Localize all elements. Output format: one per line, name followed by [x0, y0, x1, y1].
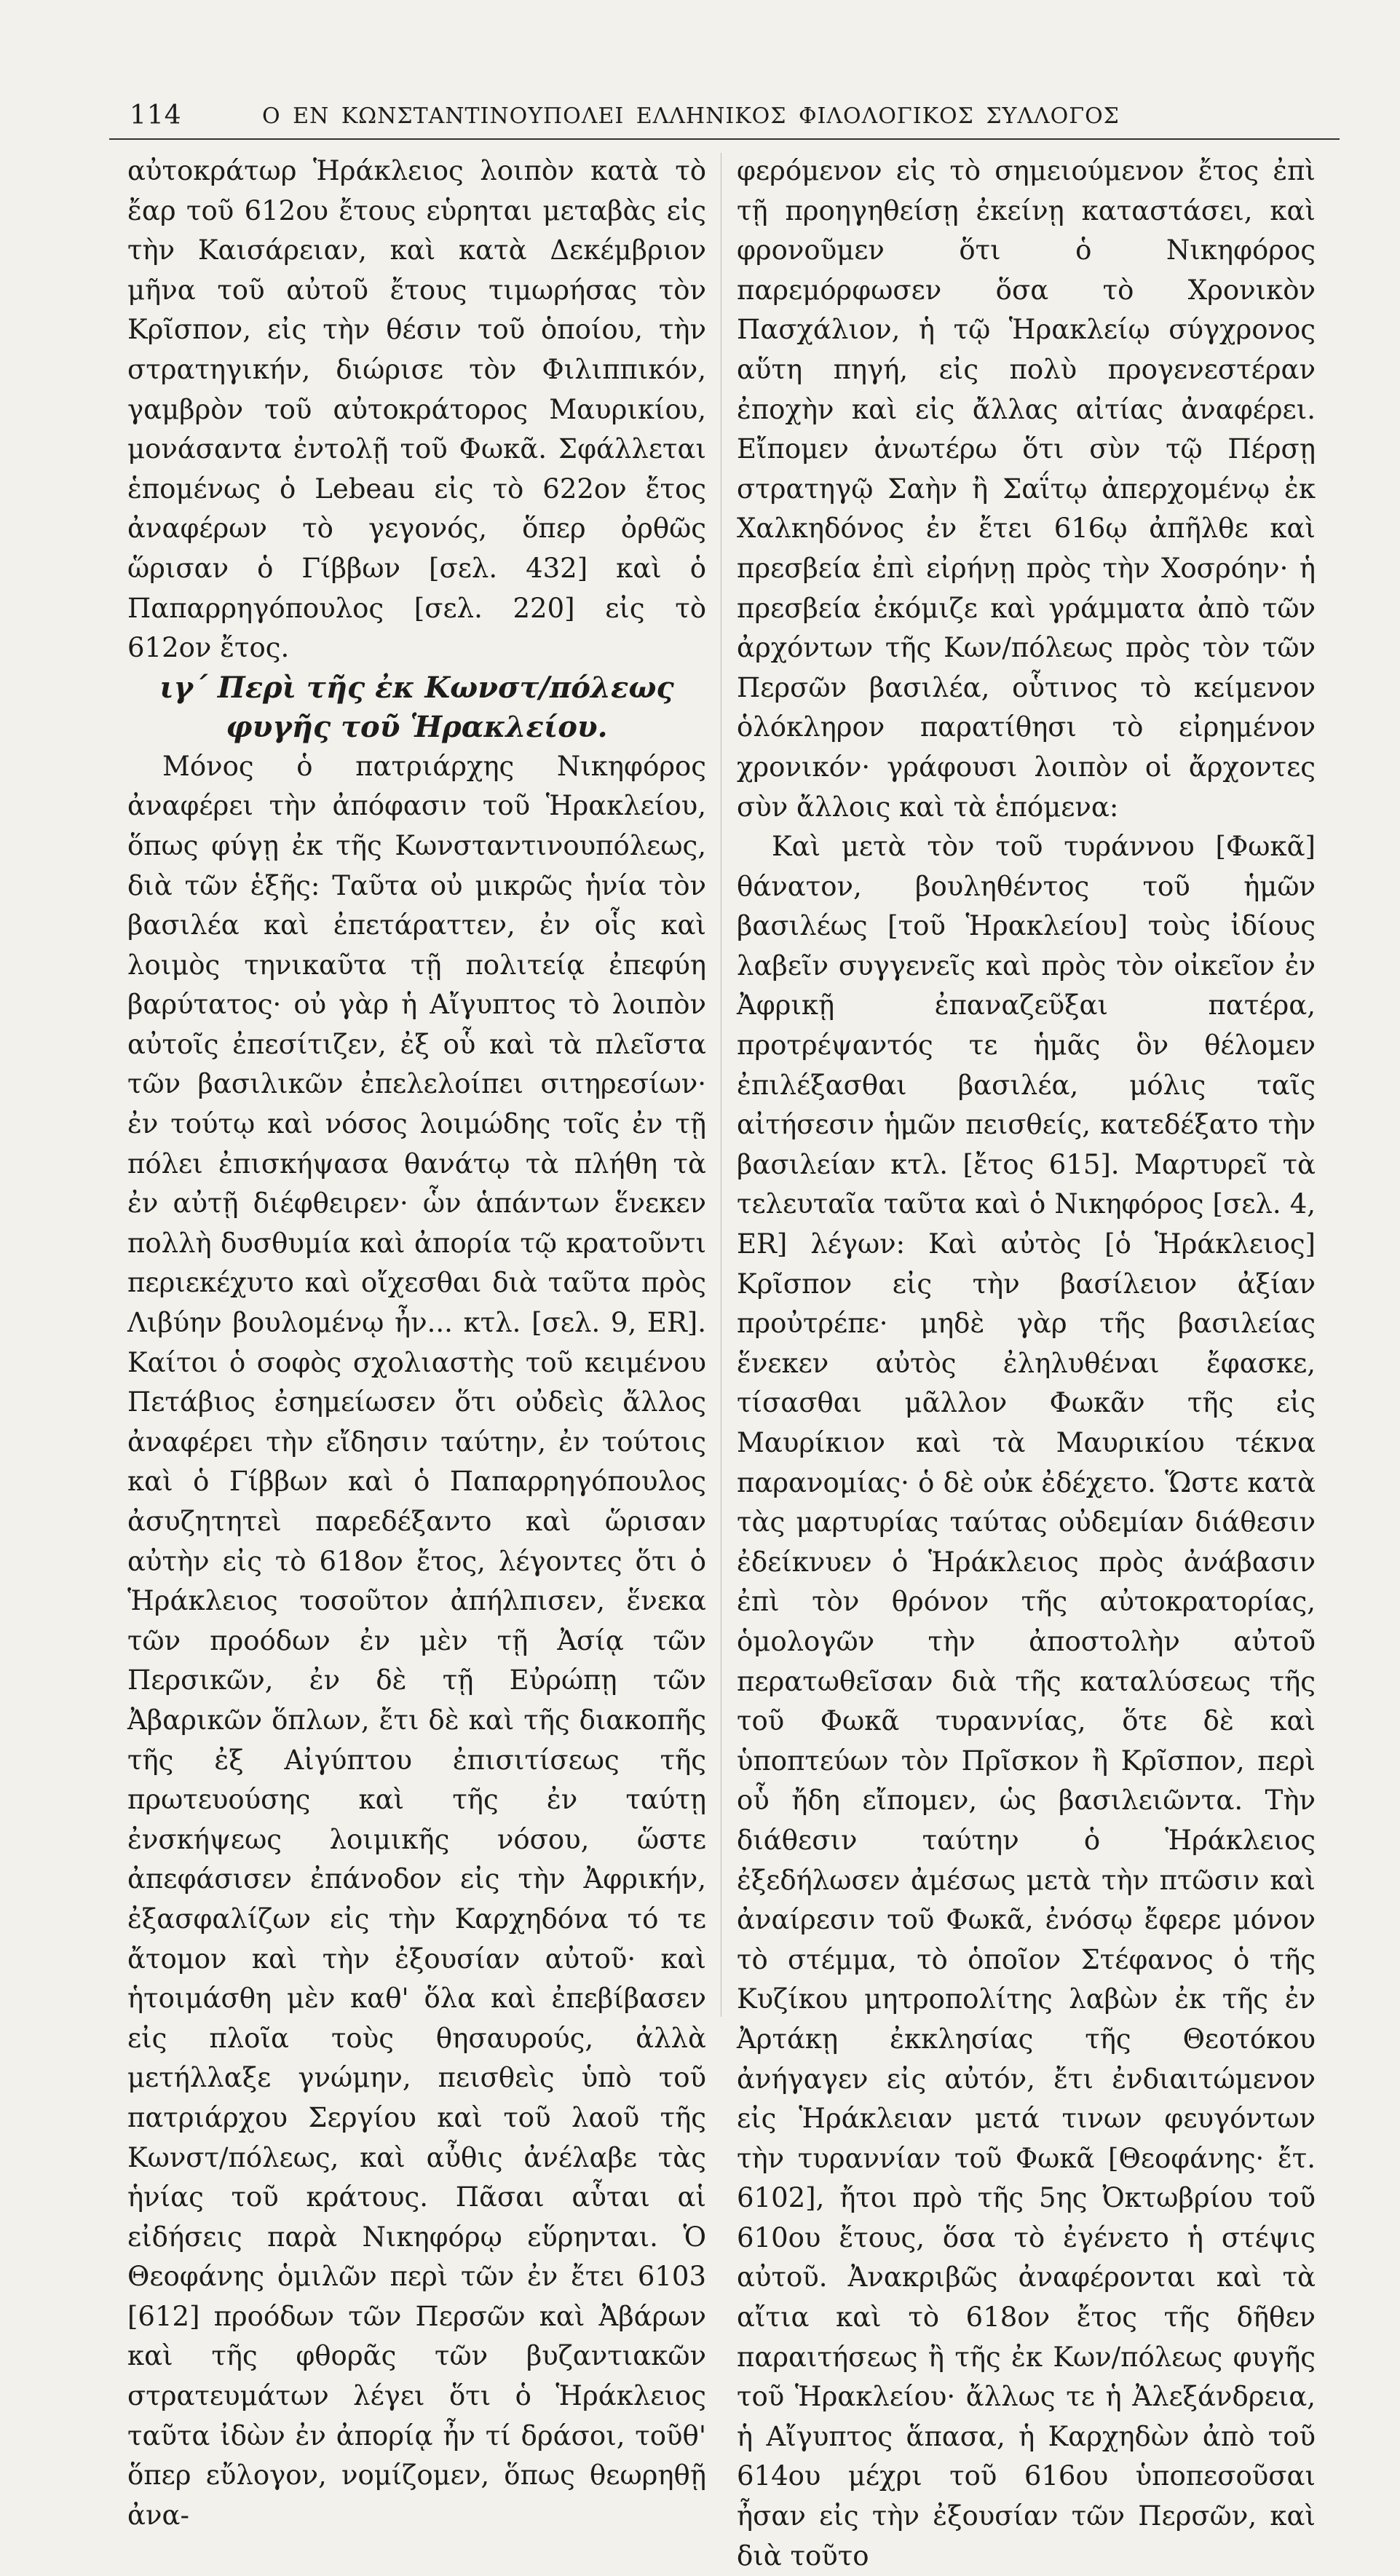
right-paragraph-2: Καὶ μετὰ τὸν τοῦ τυράννου [Φωκᾶ] θάνατον, βουληθέντος τοῦ ἡμῶν βασιλέως [τοῦ Ἡρακλείου] τοὺς ἰδίους λαβεῖν συγγενεῖς καὶ πρὸς τὸν οἰκεῖον ἐν Ἀφρικῇ ἐπαναζεῦξαι πατέρα, προτρέψαντός τε ἡμᾶς ὃν θέλομεν ἐπιλέξασθαι βασιλέα, μόλις ταῖς αἰτήσεσιν ἡμῶν πεισθείς, κατεδέξατο τὴν βασιλείαν κτλ. [ἔτος 615]. Μαρτυρεῖ τὰ τελευταῖα ταῦτα καὶ ὁ Νικηφόρος [σελ. 4, ER] λέγων: Καὶ αὐτὸς [ὁ Ἡράκλειος] Κρῖσπον εἰς τὴν βασίλειον ἀξίαν προὐτρέπε· μηδὲ γὰρ τῆς βασιλείας ἕνεκεν αὐτὸς ἐληλυθέναι ἔφασκε, τίσασθαι μᾶλλον Φωκᾶν τῆς εἰς Μαυρίκιον καὶ τὰ Μαυρικίου τέκνα παρανομίας· ὁ δὲ οὐκ ἐδέχετο. Ὥστε κατὰ τὰς μαρτυρίας ταύτας οὐδεμίαν διάθεσιν ἐδείκνυεν ὁ Ἡράκλειος πρὸς ἀνάβασιν ἐπὶ τὸν θρόνον τῆς αὐτοκρατορίας, ὁμολογῶν τὴν ἀποστολὴν αὐτοῦ περατωθεῖσαν διὰ τῆς καταλύσεως τῆς τοῦ Φωκᾶ τυραννίας, ὅτε δὲ καὶ ὑποπτεύων τὸν Πρῖσκον ἢ Κρῖσπον, περὶ οὗ ἤδη εἴπομεν, ὡς βασιλειῶντα. Τὴν διάθεσιν ταύτην ὁ Ἡράκλειος ἐξεδήλωσεν ἀμέσως μετὰ τὴν πτῶσιν καὶ ἀναίρεσιν τοῦ Φωκᾶ, ἐνόσῳ ἔφερε μόνον τὸ στέμμα, τὸ ὁποῖον Στέφανος ὁ τῆς Κυζίκου μητροπολίτης λαβὼν ἐκ τῆς ἐν Ἀρτάκῃ ἐκκλησίας τῆς Θεοτόκου ἀνήγαγεν εἰς αὐτόν, ἔτι ἐνδιαιτώμενον εἰς Ἡράκλειαν μετά τινων φευγόντων τὴν τυραννίαν τοῦ Φωκᾶ [Θεοφάνης· ἔτ. 6102], ἤτοι πρὸ τῆς 5ης Ὀκτωβρίου τοῦ 610ου ἔτους, ὅσα τὸ ἐγένετο ἡ στέψις αὐτοῦ. Ἀνακριβῶς ἀναφέρονται καὶ τὰ αἴτια καὶ τὸ 618ον ἔτος τῆς δῆθεν παραιτήσεως ἢ τῆς ἐκ Κων/πόλεως φυγῆς τοῦ Ἡρακλείου· ἄλλως τε ἡ Ἀλεξάνδρεια, ἡ Αἴγυπτος ἅπασα, ἡ Καρχηδὼν ἀπὸ τοῦ 614ου μέχρι τοῦ 616ου ὑποπεσοῦσαι ἦσαν εἰς τὴν ἐξουσίαν τῶν Περσῶν, καὶ διὰ τοῦτο — [737, 831, 1316, 2572]
left-paragraph-2: Μόνος ὁ πατριάρχης Νικηφόρος ἀναφέρει τὴν ἀπόφασιν τοῦ Ἡρακλείου, ὅπως φύγῃ ἐκ τῆς Κωνσταντινουπόλεως, διὰ τῶν ἑξῆς: Ταῦτα οὐ μικρῶς ἡνία τὸν βασιλέα καὶ ἐπετάραττεν, ἐν οἷς καὶ λοιμὸς τηνικαῦτα τῇ πολιτείᾳ ἐπεφύη βαρύτατος· οὐ γὰρ ἡ Αἴγυπτος τὸ λοιπὸν αὐτοῖς ἐπεσίτιζεν, ἐξ οὗ καὶ τὰ πλεῖστα τῶν βασιλικῶν ἐπελελοίπει σιτηρεσίων· ἐν τούτῳ καὶ νόσος λοιμώδης τοῖς ἐν τῇ πόλει ἐπισκήψασα θανάτῳ τὰ πλήθη τὰ ἐν αὐτῇ διέφθειρεν· ὧν ἁπάντων ἕνεκεν πολλὴ δυσθυμία καὶ ἀπορία τῷ κρατοῦντι περιεκέχυτο καὶ οἴχεσθαι διὰ ταῦτα πρὸς Λιβύην βουλομένῳ ἦν... κτλ. [σελ. 9, ER]. Καίτοι ὁ σοφὸς σχολιαστὴς τοῦ κειμένου Πετάβιος ἐσημείωσεν ὅτι οὐδεὶς ἄλλος ἀναφέρει τὴν εἴδησιν ταύτην, ἐν τούτοις καὶ ὁ Γίββων καὶ ὁ Παπαρρηγόπουλος ἀσυζητητεὶ παρεδέξαντο καὶ ὥρισαν αὐτὴν εἰς τὸ 618ον ἔτος, λέγοντες ὅτι ὁ Ἡράκλειος τοσοῦτον ἀπήλπισεν, ἕνεκα τῶν προόδων ἐν μὲν τῇ Ἀσίᾳ τῶν Περσικῶν, ἐν δὲ τῇ Εὐρώπῃ τῶν Ἀβαρικῶν ὅπλων, ἔτι δὲ καὶ τῆς διακοπῆς τῆς ἐξ Αἰγύπτου ἐπισιτίσεως τῆς πρωτευούσης καὶ τῆς ἐν ταύτῃ ἐνσκήψεως λοιμικῆς νόσου, ὥστε ἀπεφάσισεν ἐπάνοδον εἰς τὴν Ἀφρικήν, ἐξασφαλίζων εἰς τὴν Καρχηδόνα τό τε ἄτομον καὶ τὴν ἐξουσίαν αὐτοῦ· καὶ ἡτοιμάσθη μὲν καθ' ὅλα καὶ ἐπεβίβασεν εἰς πλοῖα τοὺς θησαυρούς, ἀλλὰ μετήλλαξε γνώμην, πεισθεὶς ὑπὸ τοῦ πατριάρχου Σεργίου καὶ τοῦ λαοῦ τῆς Κωνστ/πόλεως, καὶ αὖθις ἀνέλαβε τὰς ἡνίας τοῦ κράτους. Πᾶσαι αὗται αἱ εἰδήσεις παρὰ Νικηφόρῳ εὕρηνται. Ὁ Θεοφάνης ὁμιλῶν περὶ τῶν ἐν ἔτει 6103 [612] προόδων τῶν Περσῶν καὶ Ἀβάρων καὶ τῆς φθορᾶς τῶν βυζαντιακῶν στρατευμάτων λέγει ὅτι ὁ Ἡράκλειος ταῦτα ἰδὼν ἐν ἀπορίᾳ ἦν τί δράσοι, τοῦθ' ὅπερ εὔλογον, νομίζομεν, ὅπως θεωρηθῇ ἀνα- — [127, 750, 706, 2531]
section-heading: ιγ΄ Περὶ τῆς ἐκ Κωνστ/πόλεως φυγῆς τοῦ Ἡρακλείου. — [159, 670, 674, 744]
left-paragraph-1: αὐτοκράτωρ Ἡράκλειος λοιπὸν κατὰ τὸ ἔαρ τοῦ 612ου ἔτους εὑρηται μεταβὰς εἰς τὴν Καισάρειαν, καὶ κατὰ Δεκέμβριον μῆνα τοῦ αὐτοῦ ἔτους τιμωρήσας τὸν Κρῖσπον, εἰς τὴν θέσιν τοῦ ὁποίου, τὴν στρατηγικήν, διώρισε τὸν Φιλιππικόν, γαμβρὸν τοῦ αὐτοκράτορος Μαυρικίου, μονάσαντα ἐντολῇ τοῦ Φωκᾶ. Σφάλλεται ἑπομένως ὁ Lebeau εἰς τὸ 622ον ἔτος ἀναφέρων τὸ γεγονός, ὅπερ ὀρθῶς ὥρισαν ὁ Γίββων [σελ. 432] καὶ ὁ Παπαρρηγόπουλος [σελ. 220] εἰς τὸ 612ον ἔτος. — [127, 155, 706, 664]
page-number: 114 — [130, 100, 182, 130]
right-paragraph-1: φερόμενον εἰς τὸ σημειούμενον ἔτος ἐπὶ τῇ προηγηθείσῃ ἐκείνῃ καταστάσει, καὶ φρονοῦμεν ὅτι ὁ Νικηφόρος παρεμόρφωσεν ὅσα τὸ Χρονικὸν Πασχάλιον, ἡ τῷ Ἡρακλείῳ σύγχρονος αὕτη πηγή, εἰς πολὺ προγενεστέραν ἐποχὴν καὶ εἰς ἄλλας αἰτίας ἀναφέρει. Εἴπομεν ἀνωτέρω ὅτι σὺν τῷ Πέρσῃ στρατηγῷ Σαὴν ἢ Σαΐτῳ ἀπερχομένῳ ἐκ Χαλκηδόνος ἐν ἔτει 616ῳ ἀπῆλθε καὶ πρεσβεία ἐπὶ εἰρήνῃ πρὸς τὴν Χοσρόην· ἡ πρεσβεία ἐκόμιζε καὶ γράμματα ἀπὸ τῶν ἀρχόντων τῆς Κων/πόλεως πρὸς τὸν τῶν Περσῶν βασιλέα, οὗτινος τὸ κείμενον ὁλόκληρον παρατίθησι τὸ εἰρημένον χρονικόν· γράφουσι λοιπὸν οἱ ἄρχοντες σὺν ἄλλοις καὶ τὰ ἑπόμενα: — [737, 155, 1316, 823]
right-column — [737, 151, 1316, 2576]
running-head: Ο ΕΝ ΚΩΝΣΤΑΝΤΙΝΟΥΠΟΛΕΙ ΕΛΛΗΝΙΚΟΣ ΦΙΛΟΛΟΓΙΚΟΣ ΣΥΛΛΟΓΟΣ — [262, 103, 1120, 129]
left-column — [127, 151, 706, 2535]
page-header — [109, 96, 1340, 140]
